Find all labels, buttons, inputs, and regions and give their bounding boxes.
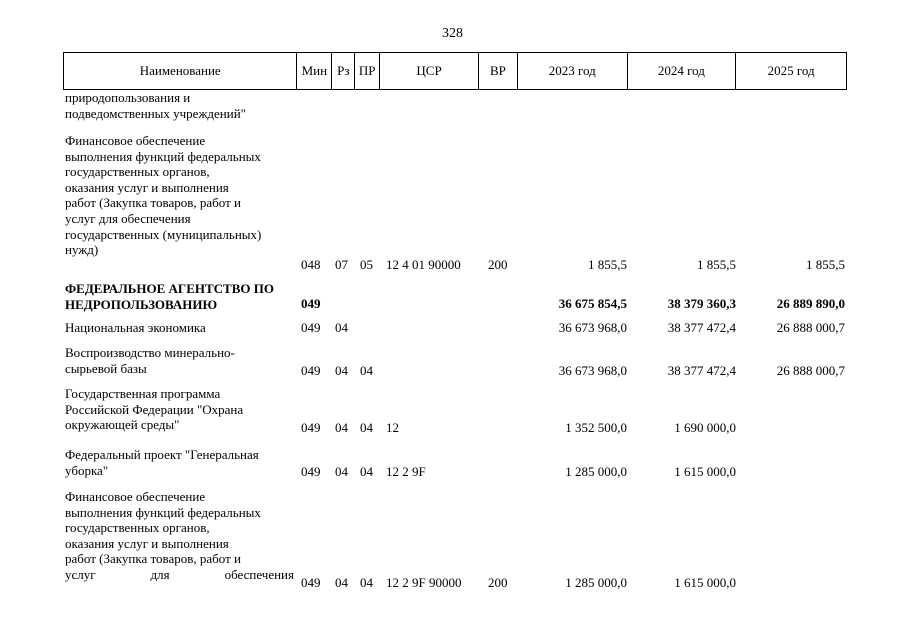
row-pr: 04 (360, 575, 373, 590)
row-min: 049 (301, 464, 321, 479)
row-vr: 200 (488, 257, 508, 272)
table-header (63, 52, 847, 90)
row-min: 049 (301, 363, 321, 378)
row-name: природопользования и подведомственных учреждений" (65, 90, 246, 121)
row-name: Государственная программа Российской Федерации "Охрана окружающей среды" (65, 386, 244, 433)
row-2024: 1 690 000,0 (674, 420, 736, 435)
row-name: Финансовое обеспечение выполнения функций федеральных государственных органов, оказания услуг и выполнения работ (Закупка товаров, работ и услуг для обеспечения (65, 489, 294, 582)
row-csr: 12 2 9F 90000 (386, 575, 462, 590)
row-name: ФЕДЕРАЛЬНОЕ АГЕНТСТВО ПО НЕДРОПОЛЬЗОВАНИЮ (65, 281, 274, 312)
row-2023: 1 285 000,0 (565, 464, 627, 479)
row-2023: 1 855,5 (588, 257, 627, 272)
header-pr: ПР (355, 53, 380, 89)
row-name: Финансовое обеспечение выполнения функций федеральных государственных органов, оказания услуг и выполнения работ (Закупка товаров, работ и услуг для обеспечения государственных (муниципальных) нужд) (65, 133, 262, 258)
row-2025: 1 855,5 (806, 257, 845, 272)
row-name: Национальная экономика (65, 320, 206, 335)
header-name: Наименование (64, 53, 297, 89)
header-2024: 2024 год (628, 53, 737, 89)
row-csr: 12 (386, 420, 399, 435)
row-rz: 04 (335, 464, 348, 479)
row-2025: 26 888 000,7 (776, 363, 845, 378)
row-2024: 38 377 472,4 (667, 320, 736, 335)
row-2024: 38 377 472,4 (667, 363, 736, 378)
header-2023: 2023 год (518, 53, 628, 89)
page-number: 328 (442, 26, 463, 41)
header-2025: 2025 год (767, 63, 815, 78)
row-2023: 1 285 000,0 (565, 575, 627, 590)
row-pr: 04 (360, 464, 373, 479)
row-min: 049 (301, 575, 321, 590)
row-pr: 04 (360, 363, 373, 378)
row-2025: 26 889 890,0 (776, 296, 845, 311)
header-rz: Рз (332, 53, 355, 89)
header-csr: ЦСР (380, 53, 479, 89)
row-vr: 200 (488, 575, 508, 590)
row-name: Федеральный проект "Генеральная уборка" (65, 447, 259, 478)
row-csr: 12 4 01 90000 (386, 257, 461, 272)
row-min: 049 (301, 420, 321, 435)
row-rz: 07 (335, 257, 348, 272)
row-2024: 1 855,5 (697, 257, 736, 272)
row-2023: 1 352 500,0 (565, 420, 627, 435)
row-pr: 05 (360, 257, 373, 272)
row-min: 048 (301, 257, 321, 272)
row-rz: 04 (335, 420, 348, 435)
row-2025: 26 888 000,7 (776, 320, 845, 335)
row-2024: 38 379 360,3 (667, 296, 736, 311)
row-2024: 1 615 000,0 (674, 575, 736, 590)
row-rz: 04 (335, 363, 348, 378)
row-2023: 36 673 968,0 (558, 363, 627, 378)
row-min: 049 (301, 320, 321, 335)
row-min: 049 (301, 296, 321, 311)
header-min: Мин (297, 53, 332, 89)
row-rz: 04 (335, 320, 348, 335)
row-2023: 36 673 968,0 (558, 320, 627, 335)
header-vr: ВР (479, 53, 518, 89)
row-csr: 12 2 9F (386, 464, 426, 479)
row-2023: 36 675 854,5 (558, 296, 627, 311)
row-name: Воспроизводство минерально- сырьевой базы (65, 345, 235, 376)
row-pr: 04 (360, 420, 373, 435)
row-2024: 1 615 000,0 (674, 464, 736, 479)
row-rz: 04 (335, 575, 348, 590)
